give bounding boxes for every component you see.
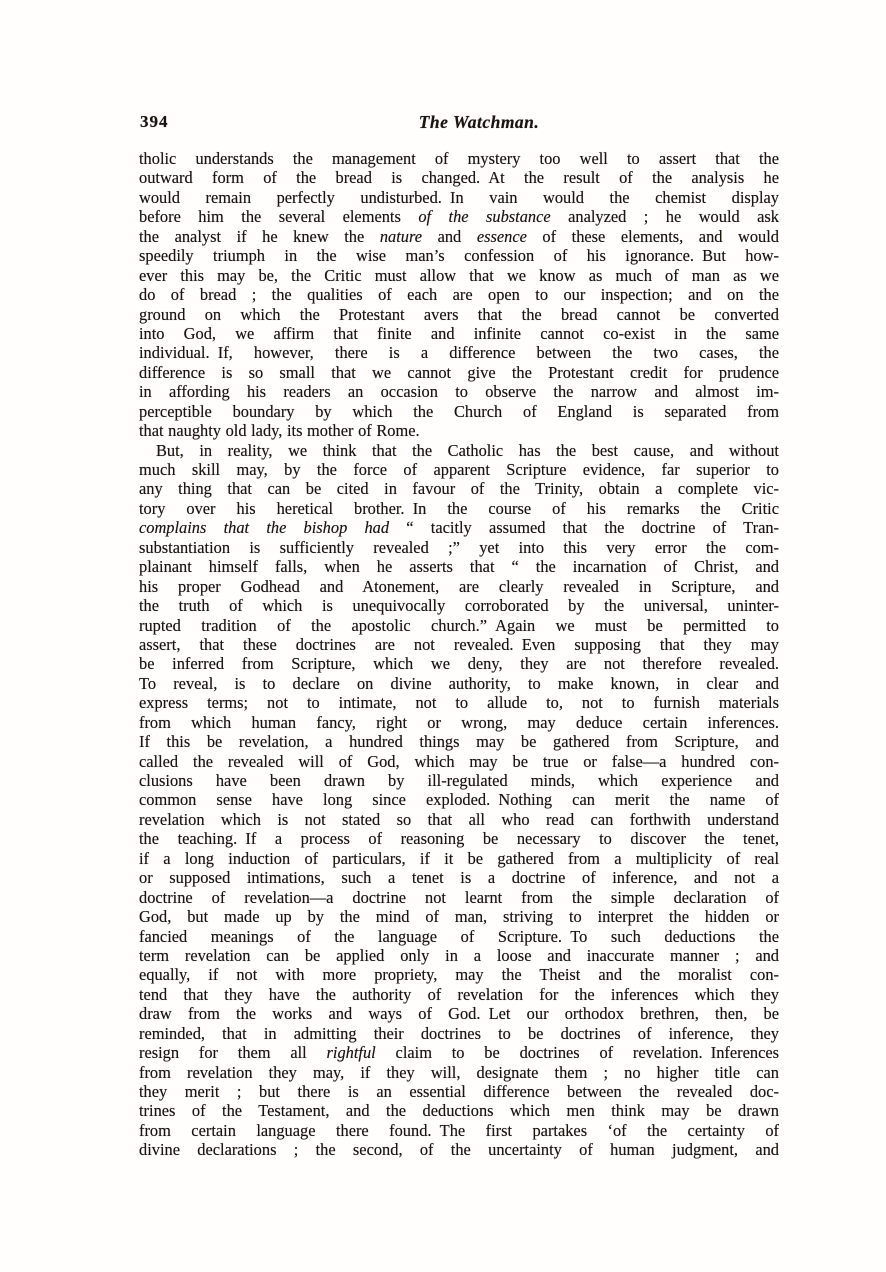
text-line: into God, we affirm that finite and infinite cannot co-exist in the same xyxy=(139,323,779,343)
text-line: the truth of which is unequivocally corroborated by the universal, uninter- xyxy=(139,596,779,616)
text-line: If this be revelation, a hundred things may be gathered from Scripture, and xyxy=(139,732,779,752)
text-line: rupted tradition of the apostolic church.” Again we must be permitted to xyxy=(139,615,779,635)
text-line: or supposed intimations, such a tenet is a doctrine of inference, and not a xyxy=(139,868,779,888)
text-line: substantiation is sufficiently revealed ;” yet into this very error the com- xyxy=(139,537,779,557)
text-line: God, but made up by the mind of man, striving to interpret the hidden or xyxy=(139,907,779,927)
text-line: in affording his readers an occasion to observe the narrow and almost im- xyxy=(139,382,779,402)
text-line: But, in reality, we think that the Catholic has the best cause, and without xyxy=(156,440,779,460)
text-line: common sense have long since exploded. Nothing can merit the name of xyxy=(139,790,779,810)
text-line: be inferred from Scripture, which we deny, they are not therefore revealed. xyxy=(139,654,779,674)
text-line: before him the several elements of the substance analyzed ; he would ask xyxy=(139,207,779,227)
running-title: The Watchman. xyxy=(418,112,540,132)
text-line: if a long induction of particulars, if it be gathered from a multiplicity of real xyxy=(139,848,779,868)
text-line: the teaching. If a process of reasoning be necessary to discover the tenet, xyxy=(139,829,779,849)
text-line: clusions have been drawn by ill-regulated minds, which experience and xyxy=(139,771,779,790)
text-line: perceptible boundary by which the Church of England is separated from xyxy=(139,401,779,421)
text-line: ground on which the Protestant avers that the bread cannot be converted xyxy=(139,304,779,324)
text-line: revelation which is not stated so that all who read can forthwith understand xyxy=(139,809,779,829)
text-line: they merit ; but there is an essential difference between the revealed doc- xyxy=(139,1082,779,1101)
text-line: fancied meanings of the language of Scripture. To such deductions the xyxy=(139,926,779,946)
text-line: the analyst if he knew the nature and essence of these elements, and would xyxy=(139,226,779,246)
text-line: speedily triumph in the wise man’s confession of his ignorance. But how- xyxy=(139,246,779,266)
text-line: reminded, that in admitting their doctrines to be doctrines of inference, they xyxy=(139,1023,779,1043)
text-line: would remain perfectly undisturbed. In vain would the chemist display xyxy=(139,187,779,207)
text-line: from revelation they may, if they will, designate them ; no higher title can xyxy=(139,1062,779,1082)
text-line: from certain language there found. The first partakes ‘of the certainty of xyxy=(139,1120,779,1140)
text-line: that naughty old lady, its mother of Rome. xyxy=(139,421,420,441)
text-line: tory over his heretical brother. In the course of his remarks the Critic xyxy=(139,498,779,518)
text-line: much skill may, by the force of apparent Scripture evidence, far superior to xyxy=(139,460,779,479)
text-line: resign for them all rightful claim to be doctrines of revelation. Inferences xyxy=(139,1043,779,1063)
text-line: called the revealed will of God, which may be true or false—a hundred con- xyxy=(139,751,779,771)
text-line: divine declarations ; the second, of the uncertainty of human judgment, and xyxy=(139,1140,779,1160)
text-line: term revelation can be applied only in a loose and inaccurate manner ; and xyxy=(139,945,779,965)
text-line: express terms; not to intimate, not to allude to, not to furnish materials xyxy=(139,693,779,713)
text-line: his proper Godhead and Atonement, are clearly revealed in Scripture, and xyxy=(139,576,779,596)
body-text xyxy=(139,149,779,1160)
text-line: tholic understands the management of mystery too well to assert that the xyxy=(139,149,779,168)
page-number: 394 xyxy=(140,112,169,131)
text-line: plainant himself falls, when he asserts that “ the incarnation of Christ, and xyxy=(139,557,779,577)
page-header xyxy=(140,112,778,136)
text-line: do of bread ; the qualities of each are open to our inspection; and on the xyxy=(139,285,779,305)
text-line: ever this may be, the Critic must allow that we know as much of man as we xyxy=(139,265,779,285)
text-line: To reveal, is to declare on divine authority, to make known, in clear and xyxy=(139,673,779,693)
text-line: individual. If, however, there is a difference between the two cases, the xyxy=(139,343,779,363)
text-line: assert, that these doctrines are not revealed. Even supposing that they may xyxy=(139,634,779,654)
text-line: from which human fancy, right or wrong, may deduce certain inferences. xyxy=(139,712,779,732)
text-line: complains that the bishop had “ tacitly assumed that the doctrine of Tran- xyxy=(139,518,779,538)
text-line: any thing that can be cited in favour of the Trinity, obtain a complete vic- xyxy=(139,479,779,499)
text-line: equally, if not with more propriety, may the Theist and the moralist con- xyxy=(139,965,779,985)
text-line: doctrine of revelation—a doctrine not learnt from the simple declaration of xyxy=(139,887,779,907)
text-line: outward form of the bread is changed. At the result of the analysis he xyxy=(139,168,779,188)
text-line: trines of the Testament, and the deductions which men think may be drawn xyxy=(139,1101,779,1121)
text-line: draw from the works and ways of God. Let our orthodox brethren, then, be xyxy=(139,1004,779,1024)
text-line: tend that they have the authority of revelation for the inferences which they xyxy=(139,984,779,1004)
text-line: difference is so small that we cannot give the Protestant credit for prudence xyxy=(139,362,779,382)
